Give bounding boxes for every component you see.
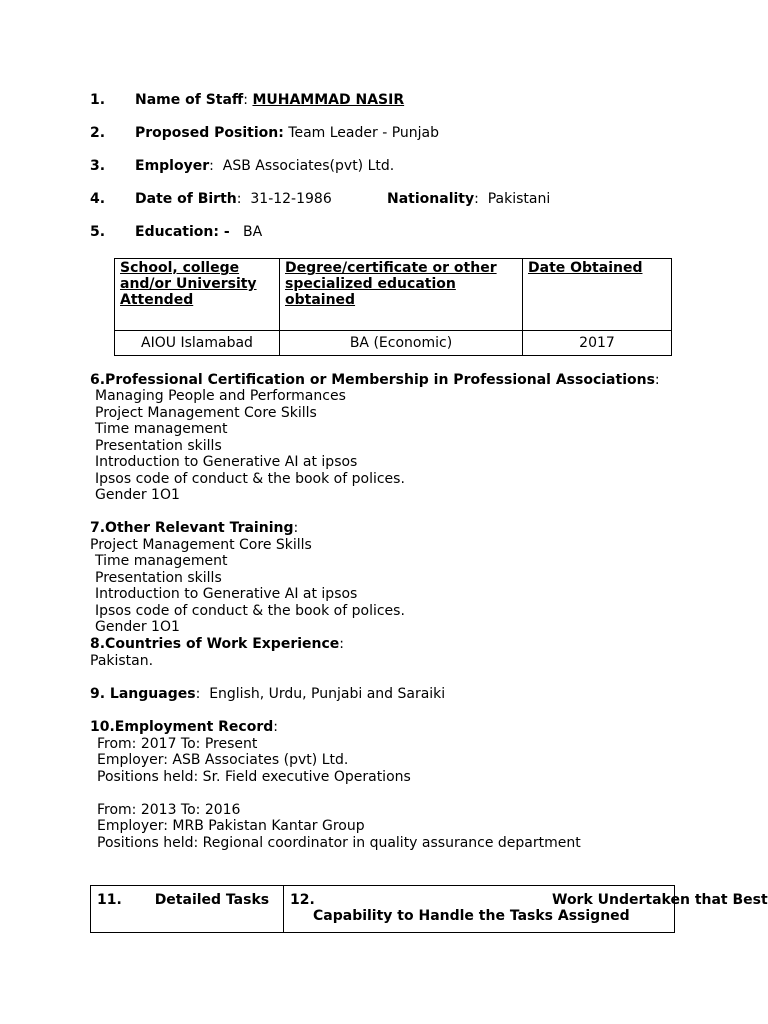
item-number: 3. xyxy=(90,158,106,174)
employment-employer: Employer: ASB Associates (pvt) Ltd. xyxy=(97,752,349,768)
education-label: Education: - xyxy=(135,224,230,240)
employment-position: Positions held: Regional coordinator in quality assurance department xyxy=(97,835,581,851)
detailed-tasks-cell xyxy=(91,886,284,933)
list-item: Presentation skills xyxy=(95,570,222,586)
list-item: Gender 1O1 xyxy=(95,619,180,635)
header-date: Date Obtained xyxy=(523,259,672,331)
table-row xyxy=(91,886,675,933)
item-number: 4. xyxy=(90,191,106,207)
header-degree: Degree/certificate or other specialized education obtained xyxy=(280,259,523,331)
list-item: Project Management Core Skills xyxy=(95,405,317,421)
section-number: 11. xyxy=(97,892,122,908)
dob-value: 31-12-1986 xyxy=(250,191,332,207)
work-undertaken-line1: Work Undertaken that Best xyxy=(552,892,768,908)
employment-employer: Employer: MRB Pakistan Kantar Group xyxy=(97,818,365,834)
cell-school: AIOU Islamabad xyxy=(115,331,280,356)
nationality-value: Pakistani xyxy=(487,191,551,207)
education-table xyxy=(114,258,672,356)
education-value: BA xyxy=(243,224,263,240)
languages-line: 9. Languages: English, Urdu, Punjabi and Saraiki xyxy=(90,686,446,702)
staff-name: MUHAMMAD NASIR xyxy=(252,92,405,108)
list-item: Gender 1O1 xyxy=(95,487,180,503)
employment-heading: 10.Employment Record: xyxy=(90,719,278,735)
employer-label: Employer xyxy=(135,158,210,174)
languages-value: English, Urdu, Punjabi and Saraiki xyxy=(209,686,446,702)
cell-date: 2017 xyxy=(523,331,672,356)
table-header-row xyxy=(115,259,672,331)
item-number: 1. xyxy=(90,92,106,108)
list-item: Managing People and Performances xyxy=(95,388,346,404)
languages-label: 9. Languages xyxy=(90,686,196,702)
employment-position: Positions held: Sr. Field executive Operations xyxy=(97,769,411,785)
position-value: Team Leader - Punjab xyxy=(288,125,440,141)
detailed-tasks-label: Detailed Tasks xyxy=(154,892,270,908)
item-number: 5. xyxy=(90,224,106,240)
employment-from: From: 2017 To: Present xyxy=(97,736,258,752)
tasks-table xyxy=(90,885,768,933)
cell-degree: BA (Economic) xyxy=(280,331,523,356)
item-number: 2. xyxy=(90,125,106,141)
certifications-heading: 6.Professional Certification or Membership in Professional Associations: xyxy=(90,372,660,388)
list-item: Time management xyxy=(95,421,228,437)
section-number: 12. xyxy=(290,892,315,908)
employment-from: From: 2013 To: 2016 xyxy=(97,802,241,818)
name-label: Name of Staff xyxy=(135,92,244,108)
table-row xyxy=(115,331,672,356)
training-heading: 7.Other Relevant Training: xyxy=(90,520,299,536)
countries-value: Pakistan. xyxy=(90,653,154,669)
list-item: Presentation skills xyxy=(95,438,222,454)
header-school: School, college and/or University Attended xyxy=(115,259,280,331)
list-item: Project Management Core Skills xyxy=(90,537,312,553)
list-item: Ipsos code of conduct & the book of polices. xyxy=(95,603,405,619)
nationality-label: Nationality xyxy=(387,191,475,207)
work-undertaken-line2: Capability to Handle the Tasks Assigned xyxy=(313,908,630,924)
employer-value: ASB Associates(pvt) Ltd. xyxy=(222,158,395,174)
work-undertaken-cell xyxy=(284,886,768,933)
position-label: Proposed Position: xyxy=(135,125,284,141)
dob-label: Date of Birth xyxy=(135,191,237,207)
countries-heading: 8.Countries of Work Experience: xyxy=(90,636,345,652)
list-item: Introduction to Generative AI at ipsos xyxy=(95,586,358,602)
list-item: Ipsos code of conduct & the book of polices. xyxy=(95,471,405,487)
list-item: Time management xyxy=(95,553,228,569)
list-item: Introduction to Generative AI at ipsos xyxy=(95,454,358,470)
